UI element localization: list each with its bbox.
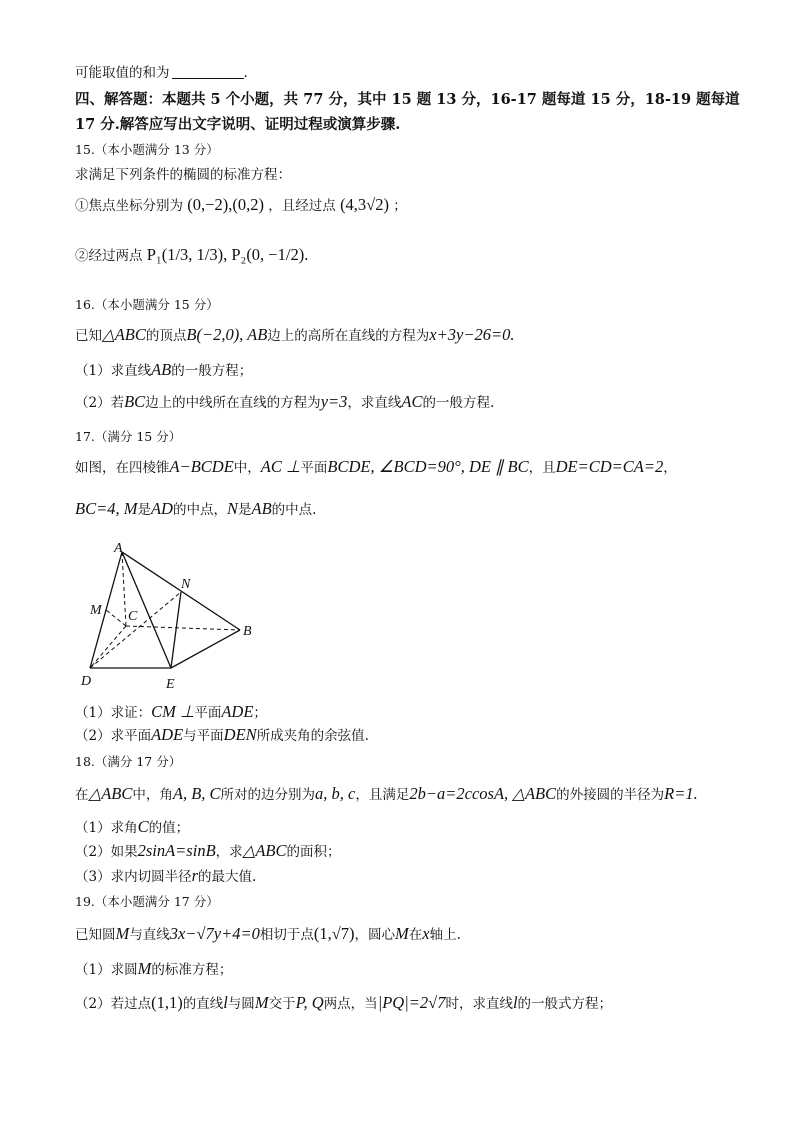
text: ②经过两点	[75, 248, 143, 264]
math: 2sinA=sinB	[137, 841, 216, 860]
label-E: E	[166, 677, 175, 692]
q17-statement-line2	[75, 500, 316, 519]
answer-blank[interactable]	[172, 64, 244, 79]
text: （2）如果	[75, 844, 138, 860]
math: CM ⊥	[151, 702, 195, 721]
text: 的中点，	[172, 502, 227, 518]
text: 平面	[300, 460, 328, 476]
text: 可能取值的和为	[75, 65, 170, 81]
text: 的最大值.	[198, 869, 257, 885]
q19-part2	[75, 994, 612, 1013]
math: y=3	[320, 392, 348, 411]
edge-EN	[171, 592, 181, 668]
q17-part2	[75, 726, 369, 745]
text: 边上的高所在直线的方程为	[267, 328, 430, 344]
text: 如图，在四棱锥	[75, 460, 170, 476]
math: AD	[150, 499, 173, 518]
text: （2）若	[75, 395, 125, 411]
text: 平面	[194, 705, 222, 721]
q18-part2	[75, 842, 341, 861]
label-A: A	[114, 541, 123, 556]
line-continued-answer	[75, 64, 248, 82]
edge-AC	[122, 552, 126, 626]
q16-part1	[75, 361, 252, 380]
edge-EB	[171, 630, 240, 668]
math: x+3y−26=0.	[429, 325, 515, 344]
text: ，求	[215, 844, 243, 860]
text: 的面积；	[286, 844, 341, 860]
q16-part2	[75, 393, 494, 412]
label-B: B	[243, 624, 252, 639]
text: 时，求直线	[445, 996, 513, 1012]
q17-part1	[75, 703, 267, 722]
text: 的一般方程.	[422, 395, 495, 411]
text: 所对的边分别为	[220, 787, 316, 803]
math: |PQ|=2√7	[377, 993, 446, 1012]
math: P, Q	[295, 993, 324, 1012]
math: M	[395, 924, 409, 943]
math: (4,3√2)	[340, 195, 389, 214]
q19-header: 19.（本小题满分 17 分）	[75, 894, 219, 909]
q19-part1	[75, 960, 232, 979]
edge-DN	[90, 592, 181, 668]
text: ，且满足	[355, 787, 410, 803]
text: ；	[393, 198, 407, 214]
math: R=1.	[664, 784, 698, 803]
math: DE=CD=CA=2	[555, 457, 664, 476]
math: AC	[401, 392, 423, 411]
math: BC	[124, 392, 146, 411]
text: （1）求角	[75, 820, 138, 836]
math: P₁(1/3, 1/3), P₂(0, −1/2).	[146, 245, 309, 264]
math: x	[422, 924, 430, 943]
q18-header: 18.（满分 17 分）	[75, 754, 182, 769]
label-C: C	[128, 609, 138, 624]
text: 是	[237, 502, 252, 518]
q15-header: 15.（本小题满分 13 分）	[75, 142, 219, 157]
text: 两点，当	[323, 996, 378, 1012]
text: 已知圆	[75, 927, 116, 943]
text: ①焦点坐标分别为	[75, 198, 183, 214]
math: l	[223, 993, 228, 1012]
text: 边上的中线所在直线的方程为	[145, 395, 321, 411]
text: 交于	[268, 996, 296, 1012]
q18-statement	[75, 785, 698, 804]
text: 轴上.	[429, 927, 461, 943]
edge-CM	[106, 610, 126, 626]
text: 的值；	[148, 820, 190, 836]
text: （1）求圆	[75, 962, 138, 978]
text: ，求直线	[347, 395, 402, 411]
math: M	[254, 993, 269, 1012]
q19-statement	[75, 925, 461, 944]
text: 是	[137, 502, 151, 518]
math: AB	[151, 360, 172, 379]
q18-part3	[75, 867, 256, 886]
math: a, b, c	[315, 784, 356, 803]
pyramid-figure	[78, 540, 268, 692]
math: A, B, C	[172, 784, 221, 803]
text: .	[243, 65, 248, 81]
math: DEN	[223, 725, 257, 744]
text: （3）求内切圆半径	[75, 869, 192, 885]
text: 相切于点	[259, 927, 314, 943]
q16-header: 16.（本小题满分 15 分）	[75, 297, 219, 312]
text: 中，角	[132, 787, 173, 803]
math: 3x−√7y+4=0	[169, 924, 260, 943]
section-heading: 四、解答题：本题共 5 个小题，共 77 分，其中 15 题 13 分，16-17 题每道 15 分，18-19 题每道	[75, 91, 740, 108]
math: AB	[251, 499, 272, 518]
q18-part1	[75, 818, 189, 837]
q15-intro: 求满足下列条件的椭圆的标准方程：	[75, 167, 291, 183]
text: ，且	[528, 460, 556, 476]
text: 与平面	[183, 728, 224, 744]
math: 2b−a=2ccosA, △ABC	[409, 784, 557, 803]
text: 的一般式方程；	[517, 996, 613, 1012]
q16-statement	[75, 326, 514, 345]
text: 已知	[75, 328, 102, 344]
math: (1,√7)	[313, 924, 355, 943]
text: 的标准方程；	[151, 962, 233, 978]
text: ，圆心	[354, 927, 396, 943]
math: AC ⊥	[260, 457, 301, 476]
text: ，且经过点	[268, 198, 336, 214]
text: 在	[75, 787, 89, 803]
text: ，	[663, 460, 677, 476]
math: △ABC	[88, 784, 133, 803]
q15-part2	[75, 246, 308, 265]
text: 的中点.	[271, 502, 317, 518]
text: 的直线	[182, 996, 224, 1012]
math: A−BCDE	[169, 457, 234, 476]
math: M	[137, 959, 152, 978]
text: （2）若过点	[75, 996, 152, 1012]
text: 中，	[233, 460, 261, 476]
text: ；	[253, 705, 267, 721]
math: ADE	[221, 702, 254, 721]
math: C	[137, 817, 149, 836]
text: 的一般方程；	[171, 363, 253, 379]
label-M: M	[90, 603, 102, 618]
text: （1）求直线	[75, 363, 152, 379]
text: 在	[408, 927, 423, 943]
text: （1）求证：	[75, 705, 152, 721]
label-N: N	[181, 577, 191, 592]
section-heading-cont: 17 分.解答应写出文字说明、证明过程或演算步骤.	[75, 116, 401, 133]
math: B(−2,0), AB	[186, 325, 268, 344]
math: l	[512, 993, 518, 1012]
math: △ABC	[102, 325, 146, 344]
math: N	[226, 499, 238, 518]
math: BC=4, M	[75, 499, 138, 518]
math: M	[115, 924, 130, 943]
q15-part1	[75, 196, 407, 215]
math: △ABC	[242, 841, 287, 860]
math: (0,−2),(0,2)	[187, 195, 264, 214]
text: 的外接圆的半径为	[556, 787, 665, 803]
label-D: D	[81, 674, 92, 689]
math: BCDE, ∠BCD=90°, DE ∥ BC	[327, 457, 529, 476]
text: 所成夹角的余弦值.	[256, 728, 369, 744]
math: (1,1)	[151, 993, 183, 1012]
edge-CB	[126, 626, 240, 630]
text: 的顶点	[145, 328, 187, 344]
text: 与直线	[129, 927, 170, 943]
q17-header: 17.（满分 15 分）	[75, 429, 182, 444]
text: 与圆	[227, 996, 255, 1012]
text: （2）求平面	[75, 728, 152, 744]
q17-statement-line1	[75, 458, 677, 477]
math: ADE	[151, 725, 184, 744]
math: r	[191, 866, 199, 885]
